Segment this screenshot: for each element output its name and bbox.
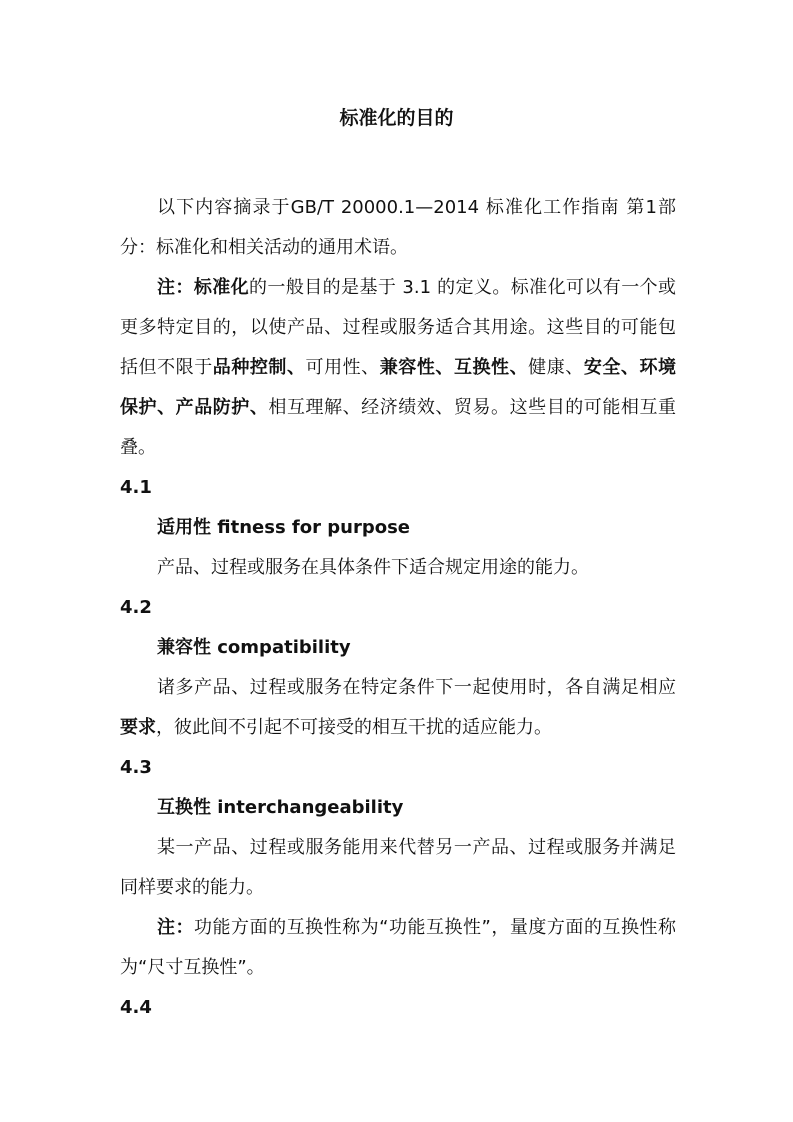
note-term: 标准化 xyxy=(193,277,250,298)
section-number-4-2: 4.2 xyxy=(120,597,152,618)
note-paragraph xyxy=(120,268,676,468)
section-number-4-3: 4.3 xyxy=(120,757,152,778)
document-body xyxy=(120,188,676,1028)
definition-4-2-text-c: ，彼此间不引起不可接受的相互干扰的适应能力。 xyxy=(156,717,552,738)
note-text-3: 健康、 xyxy=(528,357,584,378)
note-bold-3: 安全、环境保护、产品防护、 xyxy=(120,357,677,418)
section-number-4-1: 4.1 xyxy=(120,477,152,498)
definition-4-2-text-a: 诸多产品、过程或服务在特定条件下一起使用时，各自满足相应 xyxy=(157,677,676,698)
definition-4-3: 某一产品、过程或服务能用来代替另一产品、过程或服务并满足同样要求的能力。 xyxy=(120,837,676,898)
note-bold-2: 兼容性、互换性、 xyxy=(379,357,529,378)
note-4-3-text: 功能方面的互换性称为“功能互换性”，量度方面的互换性称为“尺寸互换性”。 xyxy=(120,917,676,978)
section-number-4-4: 4.4 xyxy=(120,997,152,1018)
page-title: 标准化的目的 xyxy=(339,107,454,129)
note-bold-1: 品种控制、 xyxy=(212,357,306,378)
note-text-4: 相互理解、经济绩效、贸易。这些目的可能相互重叠。 xyxy=(120,397,677,458)
note-text-2: 可用性、 xyxy=(305,357,380,378)
note-label: 注： xyxy=(157,277,194,298)
term-compatibility: 兼容性 compatibility xyxy=(157,637,351,658)
note-text-1: 的一般目的是基于 3.1 的定义。标准化可以有一个或更多特定目的，以使产品、过程或服务适合其用途。这些目的可能包括但不限于 xyxy=(120,277,676,378)
term-fitness-for-purpose: 适用性 fitness for purpose xyxy=(157,517,411,538)
definition-4-2-bold: 要求 xyxy=(120,717,156,738)
note-4-3 xyxy=(120,908,676,988)
definition-4-1: 产品、过程或服务在具体条件下适合规定用途的能力。 xyxy=(157,557,589,578)
intro-paragraph: 以下内容摘录于GB/T 20000.1—2014 标准化工作指南 第1部分：标准化和相关活动的通用术语。 xyxy=(120,197,676,258)
definition-4-2 xyxy=(120,668,676,748)
term-interchangeability: 互换性 interchangeability xyxy=(157,797,404,818)
note-4-3-label: 注： xyxy=(157,917,195,938)
